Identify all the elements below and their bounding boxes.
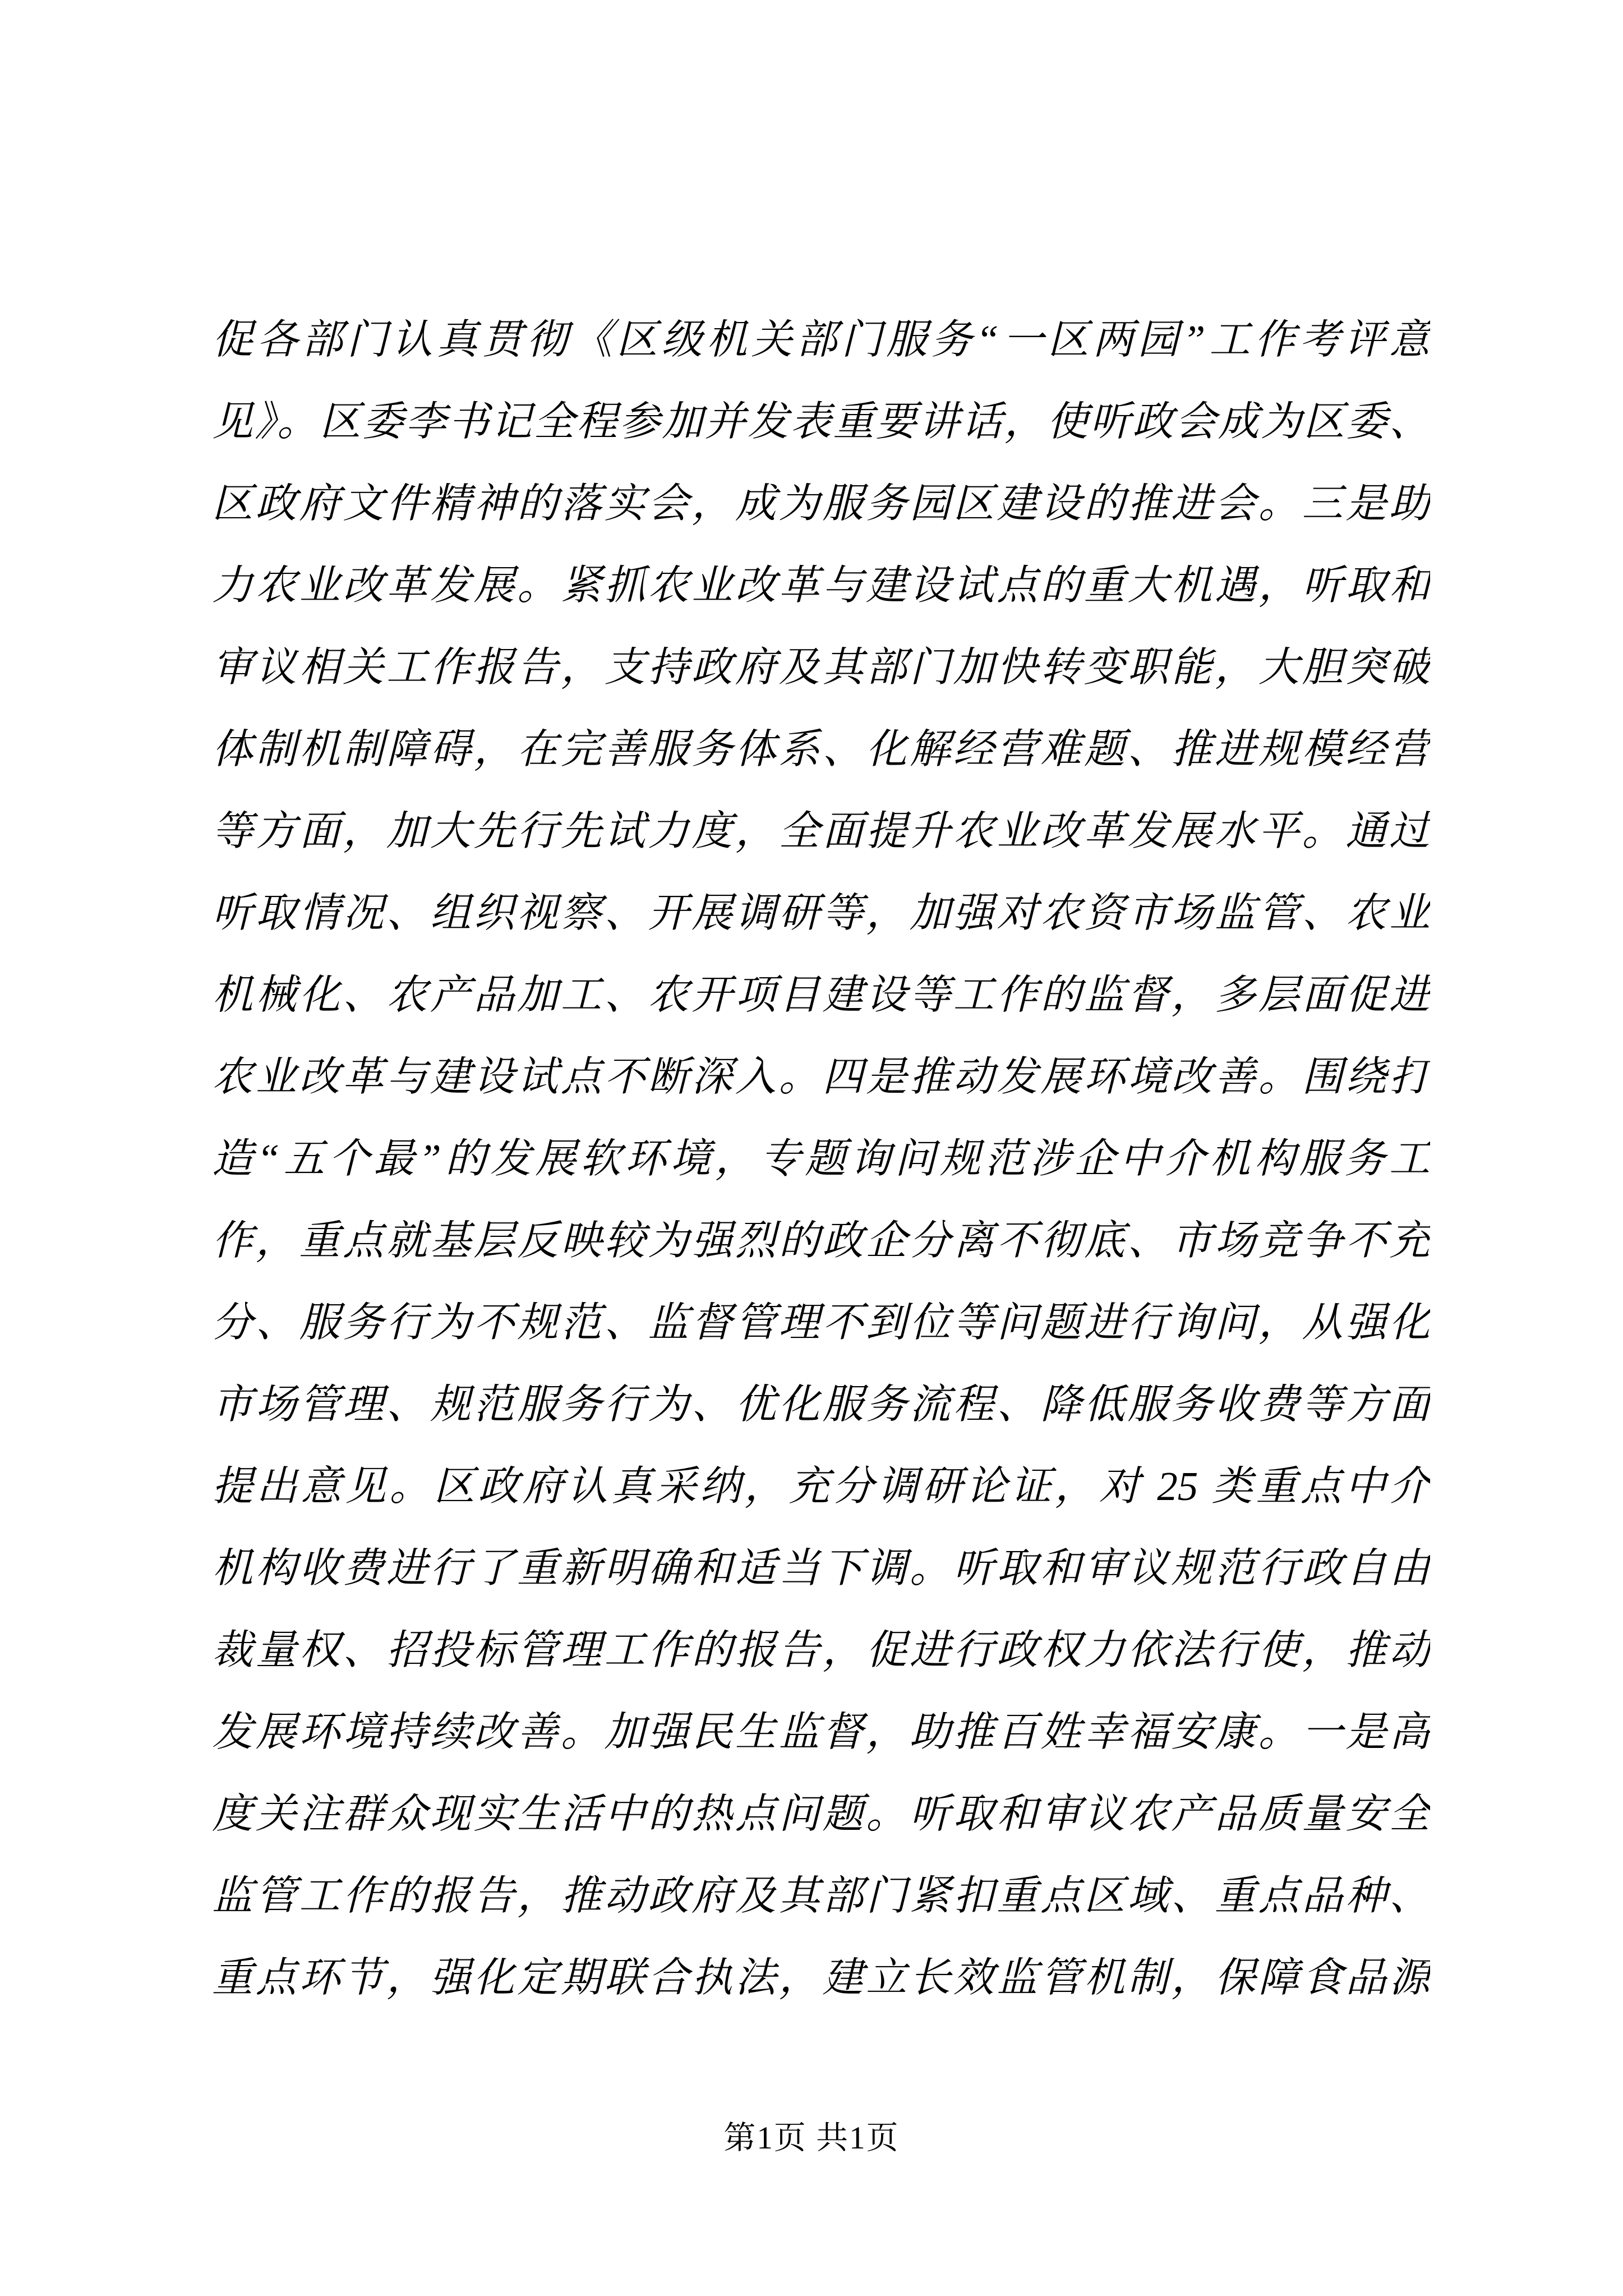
body-line: 度关注群众现实生活中的热点问题。听取和审议农产品质量安全 <box>212 1791 1430 1837</box>
body-line: 市场管理、规范服务行为、优化服务流程、降低服务收费等方面 <box>212 1382 1430 1427</box>
body-line: 区政府文件精神的落实会，成为服务园区建设的推进会。三是助 <box>212 481 1430 526</box>
body-line: 作，重点就基层反映较为强烈的政企分离不彻底、市场竞争不充 <box>212 1218 1430 1263</box>
page-number: 第1页 共1页 <box>723 2120 900 2156</box>
body-line: 重点环节，强化定期联合执法，建立长效监管机制，保障食品源 <box>212 1955 1430 2000</box>
body-line: 体制机制障碍，在完善服务体系、化解经营难题、推进规模经营 <box>212 726 1430 772</box>
body-line: 机构收费进行了重新明确和适当下调。听取和审议规范行政自由 <box>212 1545 1430 1591</box>
body-line: 机械化、农产品加工、农开项目建设等工作的监督，多层面促进 <box>212 972 1430 1018</box>
body-line: 提出意见。区政府认真采纳，充分调研论证，对 25 类重点中介 <box>212 1464 1430 1509</box>
body-line: 裁量权、招投标管理工作的报告，促进行政权力依法行使，推动 <box>212 1627 1430 1673</box>
body-line: 等方面，加大先行先试力度，全面提升农业改革发展水平。通过 <box>212 808 1430 854</box>
body-line: 分、服务行为不规范、监督管理不到位等问题进行询问，从强化 <box>212 1300 1430 1345</box>
document-body <box>212 299 1430 2019</box>
body-line: 审议相关工作报告，支持政府及其部门加快转变职能，大胆突破 <box>212 645 1430 690</box>
body-line: 力农业改革发展。紧抓农业改革与建设试点的重大机遇，听取和 <box>212 563 1430 608</box>
body-line: 造“五个最”的发展软环境，专题询问规范涉企中介机构服务工 <box>212 1136 1430 1181</box>
body-line: 见》。区委李书记全程参加并发表重要讲话，使听政会成为区委、 <box>212 399 1430 444</box>
body-line: 发展环境持续改善。加强民生监督，助推百姓幸福安康。一是高 <box>212 1709 1430 1755</box>
body-line: 农业改革与建设试点不断深入。四是推动发展环境改善。围绕打 <box>212 1054 1430 1099</box>
body-line: 听取情况、组织视察、开展调研等，加强对农资市场监管、农业 <box>212 890 1430 936</box>
body-line: 监管工作的报告，推动政府及其部门紧扣重点区域、重点品种、 <box>212 1873 1430 1918</box>
body-line: 促各部门认真贯彻《区级机关部门服务“一区两园”工作考评意 <box>212 317 1430 362</box>
